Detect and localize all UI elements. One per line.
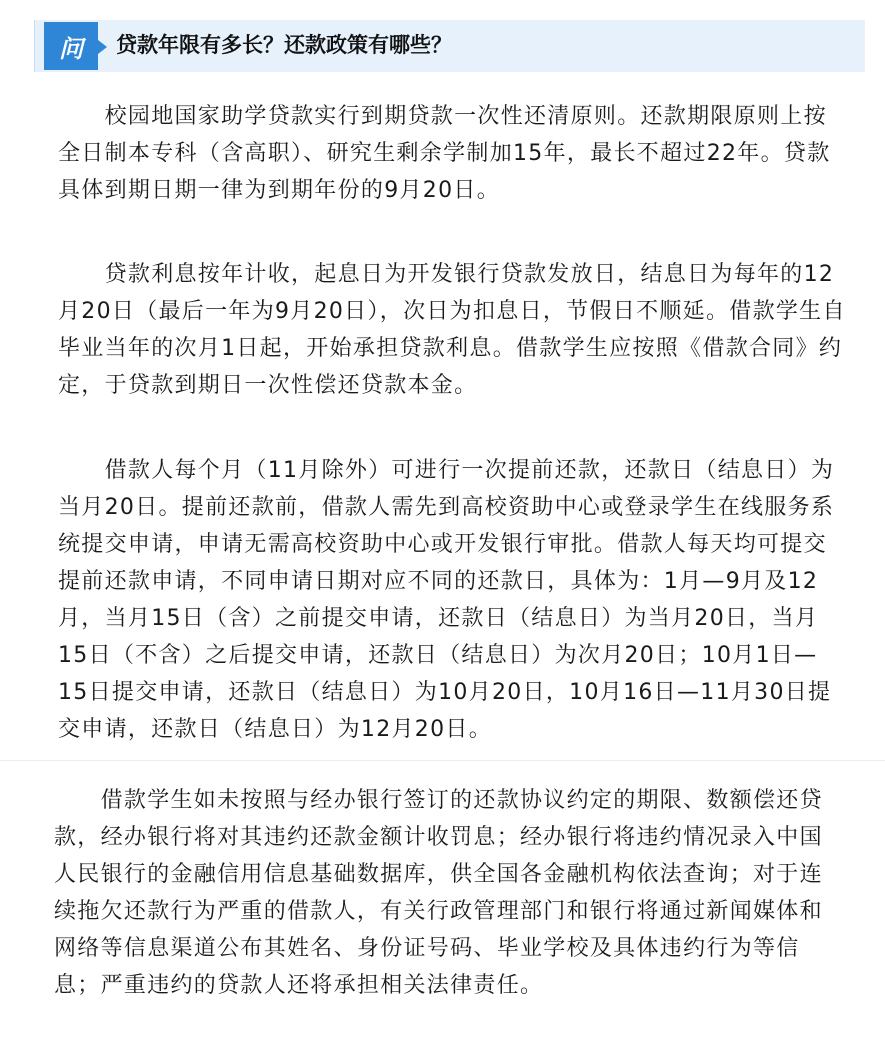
badge-arrow-icon [98, 40, 107, 54]
paragraph-early-repayment: 借款人每个月（11月除外）可进行一次提前还款，还款日（结息日）为当月20日。提前还款前，借款人需先到高校资助中心或登录学生在线服务系统提交申请，申请无需高校资助中心或开发银行审批。借款人每天均可提交提前还款申请，不同申请日期对应不同的还款日，具体为：1月—9月及12月，当月15日（含）之前提交申请，还款日（结息日）为当月20日，当月15日（不含）之后提交申请，还款日（结息日）为次月20日；10月1日—15日提交申请，还款日（结息日）为10月20日，10月16日—11月30日提交申请，还款日（结息日）为12月20日。 [58, 458, 835, 742]
paragraph-default-penalty: 借款学生如未按照与经办银行签订的还款协议约定的期限、数额偿还贷款，经办银行将对其违约还款金额计收罚息；经办银行将违约情况录入中国人民银行的金融信用信息基础数据库，供全国各金融机构依法查询；对于连续拖欠还款行为严重的借款人，有关行政管理部门和银行将通过新闻媒体和网络等信息渠道公布其姓名、身份证号码、毕业学校及具体违约行为等信息；严重违约的贷款人还将承担相关法律责任。 [54, 788, 823, 998]
paragraph-interest: 贷款利息按年计收，起息日为开发银行贷款发放日，结息日为每年的12月20日（最后一年为9月20日），次日为扣息日，节假日不顺延。借款学生自毕业当年的次月1日起，开始承担贷款利息。借款学生应按照《借款合同》约定，于贷款到期日一次性偿还贷款本金。 [58, 262, 846, 398]
question-badge [44, 22, 98, 70]
question-title: 贷款年限有多长？还款政策有哪些？ [116, 33, 452, 57]
question-badge-char: 问 [59, 33, 83, 63]
paragraph-repayment-term: 校园地国家助学贷款实行到期贷款一次性还清原则。还款期限原则上按全日制本专科（含高职）、研究生剩余学制加15年，最长不超过22年。贷款具体到期日期一律为到期年份的9月20日。 [58, 104, 831, 203]
section-divider [0, 760, 885, 761]
